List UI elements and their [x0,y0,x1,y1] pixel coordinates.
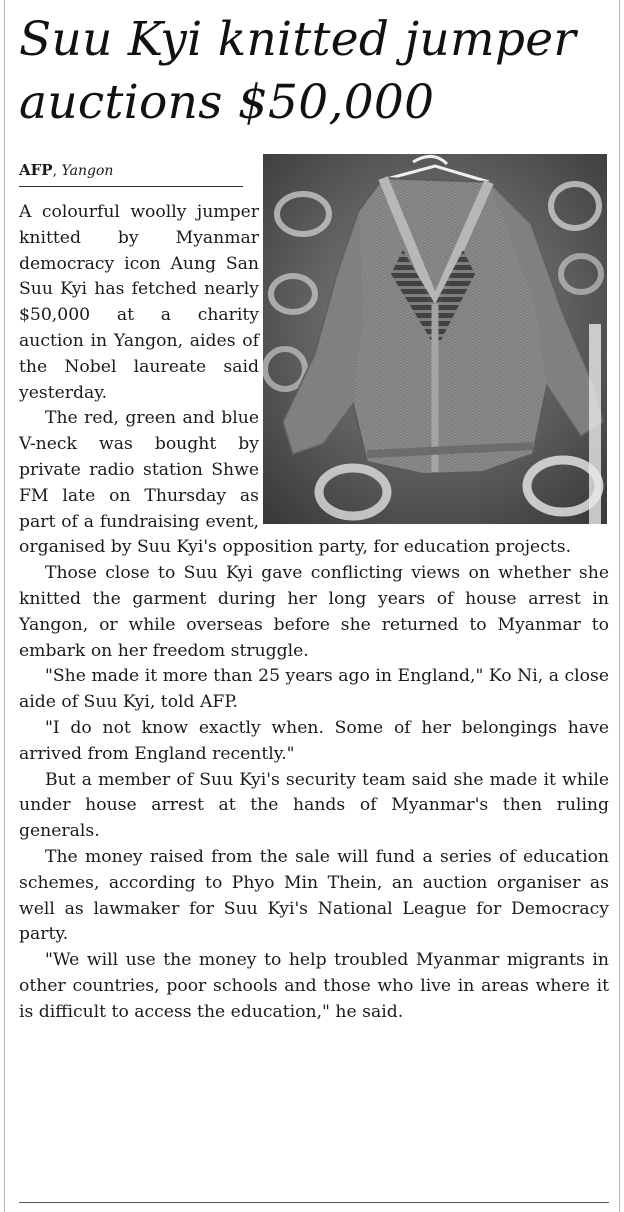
article-body [19,200,609,1026]
bottom-divider [19,1202,609,1203]
byline-city: Yangon [61,163,114,179]
article-paragraph-5: "I do not know exactly when. Some of her belongings have arrived from England recently." [19,717,609,764]
article-paragraph-2: The red, green and blue V-neck was bought by private radio station Shwe FM late on Thursday as part of a fundraising event, organised by Suu Kyi's opposition party, for education projects. [19,408,572,558]
article-paragraph-1: A colourful woolly jumper knitted by Myanmar democracy icon Aung San Suu Kyi has fetched nearly $50,000 at a charity auction in Yangon, aides of the Nobel laureate said yesterday. [19,202,259,403]
article-paragraph-3: Those close to Suu Kyi gave conflicting views on whether she knitted the garment during her long years of house arrest in Yangon, or while overseas before she returned to Myanmar to embark on her freedom struggle. [19,563,609,661]
article-paragraph-7: The money raised from the sale will fund a series of education schemes, according to Phyo Min Thein, an auction organiser as well as lawmaker for Suu Kyi's National League for Democracy party. [19,846,609,945]
article-paragraph-8: "We will use the money to help troubled Myanmar migrants in other countries, poor schools and those who live in areas where it is difficult to access the education," he said. [19,950,609,1022]
byline-separator: , [52,163,62,179]
byline [19,160,243,187]
byline-agency: AFP [19,161,53,179]
photo-wrap-space [259,200,609,530]
article-paragraph-6: But a member of Suu Kyi's security team said she made it while under house arrest at the hands of Myanmar's then ruling generals. [19,769,609,842]
article-headline: Suu Kyi knitted jumper auctions $50,000 [19,12,577,130]
article-frame [4,0,620,1212]
article-paragraph-4: "She made it more than 25 years ago in England," Ko Ni, a close aide of Suu Kyi, told AFP. [19,666,609,713]
